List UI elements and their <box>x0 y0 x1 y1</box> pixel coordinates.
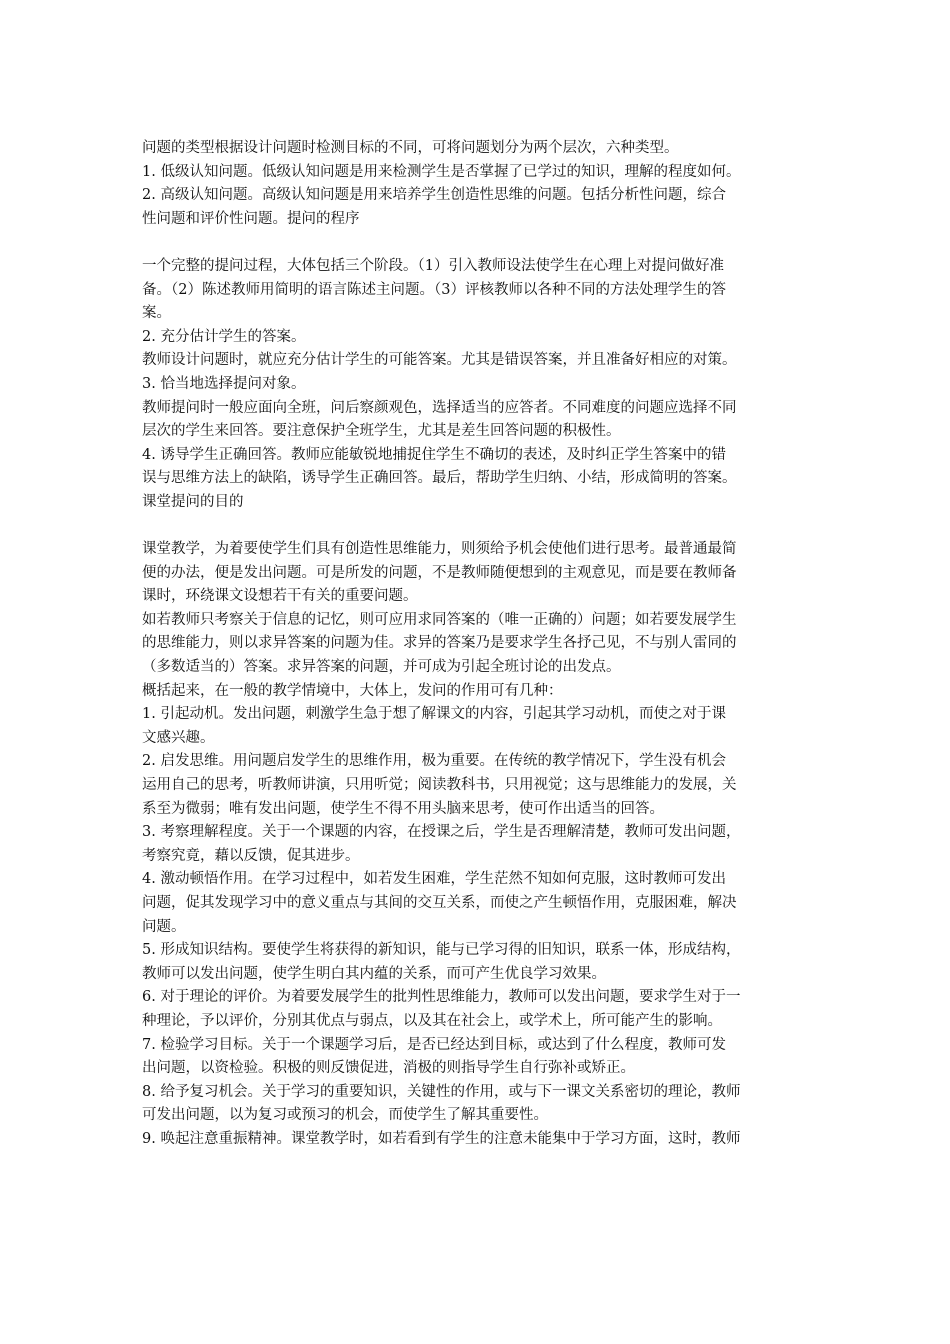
text-line: 文感兴趣。 <box>142 729 215 746</box>
text-line: 9. 唤起注意重振精神。课堂教学时，如若看到有学生的注意未能集中于学习方面，这时，教师 <box>142 1130 741 1147</box>
text-line: 便的办法，便是发出问题。可是所发的问题，不是教师随便想到的主观意见，而是要在教师备 <box>142 564 737 581</box>
text-line: 性问题和评价性问题。提问的程序 <box>142 210 360 227</box>
text-line: 出问题，以资检验。积极的则反馈促进，消极的则指导学生自行弥补或矫正。 <box>142 1060 635 1077</box>
document-body <box>142 137 852 1152</box>
text-line: 一个完整的提问过程，大体包括三个阶段。（1）引入教师设法使学生在心理上对提问做好准 <box>142 257 724 274</box>
text-line: 问题，促其发现学习中的意义重点与其间的交互关系，而使之产生顿悟作用，克服困难，解决 <box>142 895 737 911</box>
text-line: 3. 恰当地选择提问对象。 <box>142 375 306 392</box>
text-line: 概括起来，在一般的教学情境中，大体上，发问的作用可有几种： <box>142 682 563 699</box>
text-line: 系至为微弱；唯有发出问题，使学生不得不用头脑来思考，使可作出适当的回答。 <box>142 800 664 817</box>
text-line: 问题。 <box>142 918 186 935</box>
text-line: 层次的学生来回答。要注意保护全班学生，尤其是差生回答问题的积极性。 <box>142 423 621 440</box>
text-line: 问题的类型根据设计问题时检测目标的不同，可将问题划分为两个层次，六种类型。 <box>142 140 679 156</box>
text-line: 7. 检验学习目标。关于一个课题学习后，是否已经达到目标，或达到了什么程度，教师可发 <box>142 1036 726 1053</box>
text-line: 课堂教学，为着要使学生们具有创造性思维能力，则须给予机会使他们进行思考。最普通最简 <box>142 541 737 558</box>
text-line: 4. 激动顿悟作用。在学习过程中，如若发生困难，学生茫然不知如何克服，这时教师可发出 <box>142 871 726 888</box>
text-line: 教师提问时一般应面向全班，问后察颜观色，选择适当的应答者。不同难度的问题应选择不同 <box>142 399 737 416</box>
text-line: 案。 <box>142 305 171 322</box>
text-line: 种理论，予以评价，分别其优点与弱点，以及其在社会上，或学术上，所可能产生的影响。 <box>142 1012 722 1029</box>
text-line: 考察究竟，藉以反馈，促其进步。 <box>142 847 360 864</box>
text-line: 运用自己的思考，听教师讲演，只用听觉；阅读教科书，只用视觉；这与思维能力的发展，关 <box>142 777 737 794</box>
text-line: 2. 启发思维。用问题启发学生的思维作用，极为重要。在传统的教学情况下，学生没有机会 <box>142 753 726 770</box>
text-line: 教师可以发出问题，使学生明白其内蕴的关系，而可产生优良学习效果。 <box>142 965 606 982</box>
text-line: 1. 低级认知问题。低级认知问题是用来检测学生是否掌握了已学过的知识，理解的程度如何。 <box>142 163 741 180</box>
blank-line <box>142 515 852 539</box>
blank-line <box>142 231 852 255</box>
text-line: 2. 充分估计学生的答案。 <box>142 328 306 345</box>
text-line: 4. 诱导学生正确回答。教师应能敏锐地捕捉住学生不确切的表述，及时纠正学生答案中的错 <box>142 446 726 463</box>
text-line: （多数适当的）答案。求异答案的问题，并可成为引起全班讨论的出发点。 <box>142 659 621 676</box>
text-line: 可发出问题，以为复习或预习的机会，而使学生了解其重要性。 <box>142 1107 548 1124</box>
text-line: 的思维能力，则以求异答案的问题为佳。求异的答案乃是要求学生各抒己见，不与别人雷同的 <box>142 635 737 652</box>
text-line: 教师设计问题时，就应充分估计学生的可能答案。尤其是错误答案，并且准备好相应的对策。 <box>142 352 737 369</box>
text-line: 课时，环绕课文设想若干有关的重要问题。 <box>142 588 418 605</box>
text-line: 2. 高级认知问题。高级认知问题是用来培养学生创造性思维的问题。包括分析性问题，综合 <box>142 187 726 204</box>
text-line: 误与思维方法上的缺陷，诱导学生正确回答。最后，帮助学生归纳、小结，形成简明的答案。 <box>142 470 737 487</box>
text-line: 3. 考察理解程度。关于一个课题的内容，在授课之后，学生是否理解清楚，教师可发出问题， <box>142 824 741 841</box>
text-line: 8. 给予复习机会。关于学习的重要知识，关键性的作用，或与下一课文关系密切的理论，教师 <box>142 1083 741 1100</box>
text-line: 备。（2）陈述教师用简明的语言陈述主问题。（3）评核教师以各种不同的方法处理学生的答 <box>142 281 726 298</box>
text-line: 如若教师只考察关于信息的记忆，则可应用求同答案的（唯一正确的）问题；如若要发展学生 <box>142 611 737 628</box>
text-line: 5. 形成知识结构。要使学生将获得的新知识，能与已学习得的旧知识，联系一体，形成结构， <box>142 942 741 959</box>
text-line: 1. 引起动机。发出问题，刺激学生急于想了解课文的内容，引起其学习动机，而使之对于课 <box>142 706 726 723</box>
text-line: 课堂提问的目的 <box>142 493 244 510</box>
text-line: 6. 对于理论的评价。为着要发展学生的批判性思维能力，教师可以发出问题，要求学生对于一 <box>142 989 741 1006</box>
